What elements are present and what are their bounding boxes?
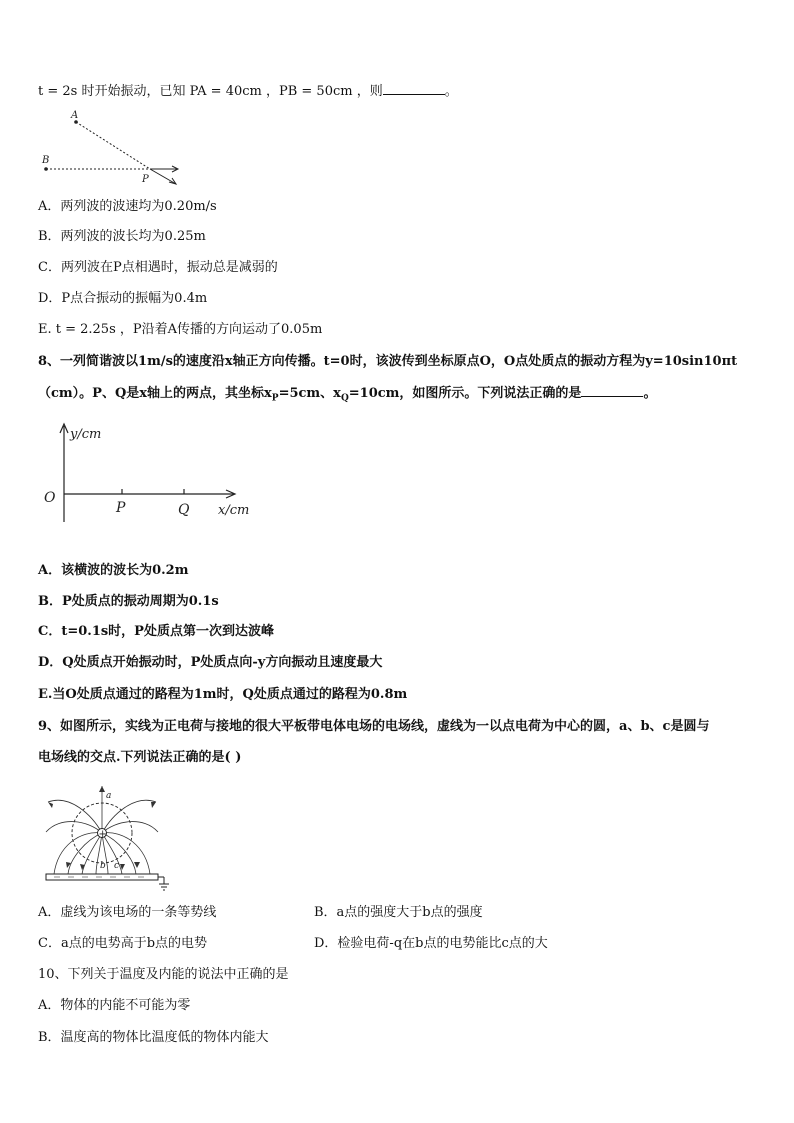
label-b: B — [42, 155, 50, 166]
q7-option-e[interactable]: E. t = 2.25s ，P沿着A传播的方向运动了0.05m — [38, 322, 323, 337]
field-line — [102, 800, 156, 833]
field-line — [48, 800, 102, 833]
q8-option-b[interactable]: B．P处质点的振动周期为0.1s — [38, 594, 219, 609]
field-line — [102, 822, 158, 833]
label-a: a — [106, 791, 112, 801]
field-line — [68, 833, 102, 874]
label-p: P — [142, 174, 149, 185]
q7-option-c[interactable]: C．两列波在P点相遇时，振动总是减弱的 — [38, 260, 278, 275]
q7-figure — [38, 108, 188, 186]
label-c: c — [114, 861, 120, 871]
q10-option-b[interactable]: B．温度高的物体比温度低的物体内能大 — [38, 1030, 269, 1045]
label-a: A — [71, 110, 79, 121]
q9-stem-line1: 9、如图所示，实线为正电荷与接地的很大平板带电体电场的电场线，虚线为一以点电荷为中心的圆，a、b、c是圆与 — [38, 719, 710, 734]
charge-sign: + — [98, 829, 107, 840]
line-ap — [76, 122, 150, 169]
q8-option-a[interactable]: A．该横波的波长为0.2m — [38, 563, 189, 578]
q8-end-mark: 。 — [643, 386, 657, 401]
field-line — [102, 833, 150, 874]
q8-option-d[interactable]: D．Q处质点开始振动时，P处质点向-y方向振动且速度最大 — [38, 655, 383, 670]
q8-stem-line2 — [38, 384, 656, 408]
q7-stem-text: t = 2s 时开始振动，已知 PA = 40cm ，PB = 50cm ，则 — [38, 84, 383, 99]
arrowhead — [99, 786, 105, 792]
q10-stem: 10、下列关于温度及内能的说法中正确的是 — [38, 967, 289, 982]
q8-figure — [38, 418, 268, 528]
q7-option-d[interactable]: D．P点合振动的振幅为0.4m — [38, 291, 208, 306]
q9-option-b[interactable]: B．a点的强度大于b点的强度 — [314, 905, 483, 920]
q9-figure — [40, 780, 172, 892]
q9-option-c[interactable]: C．a点的电势高于b点的电势 — [38, 936, 208, 951]
q9-stem-line2: 电场线的交点.下列说法正确的是( ) — [38, 750, 242, 765]
arrowhead — [48, 802, 53, 808]
q7-stem — [38, 82, 458, 101]
q8-option-c[interactable]: C．t=0.1s时，P处质点第一次到达波峰 — [38, 624, 274, 639]
arrowhead — [151, 802, 156, 808]
q8-stem-part2: =5cm、x — [278, 386, 341, 401]
q7-answer-blank[interactable] — [383, 82, 445, 95]
q-label: Q — [178, 502, 190, 518]
p-label: P — [116, 500, 126, 516]
q9-option-d[interactable]: D．检验电荷-q在b点的电势能比c点的大 — [314, 936, 548, 951]
field-line — [46, 822, 102, 833]
q8-option-e[interactable]: E.当O处质点通过的路程为1m时，Q处质点通过的路程为0.8m — [38, 687, 408, 702]
label-b: b — [100, 861, 106, 871]
q8-sub-q: Q — [340, 393, 349, 404]
y-axis-label: y/cm — [70, 427, 102, 442]
arrowhead — [134, 862, 140, 868]
q10-option-a[interactable]: A．物体的内能不可能为零 — [38, 998, 191, 1013]
field-line — [54, 833, 102, 874]
q7-end-mark: 。 — [444, 84, 458, 99]
q8-stem-part1: （cm）。P、Q是x轴上的两点，其坐标x — [38, 386, 272, 401]
arrow-from-a — [150, 169, 176, 184]
q8-sub-p: P — [271, 393, 279, 404]
q8-stem-line1: 8、一列简谐波以1m/s的速度沿x轴正方向传播。t=0时，该波传到坐标原点O，O点处质点的振动方程为y=10sin10πt — [38, 354, 738, 369]
q8-answer-blank[interactable] — [581, 384, 643, 397]
q8-stem-part3: =10cm，如图所示。下列说法正确的是 — [348, 386, 582, 401]
origin-label: O — [44, 490, 56, 506]
x-axis-label: x/cm — [218, 503, 250, 518]
q9-option-a[interactable]: A．虚线为该电场的一条等势线 — [38, 905, 217, 920]
q7-option-b[interactable]: B．两列波的波长均为0.25m — [38, 229, 206, 244]
q7-option-a[interactable]: A．两列波的波速均为0.20m/s — [38, 199, 217, 214]
